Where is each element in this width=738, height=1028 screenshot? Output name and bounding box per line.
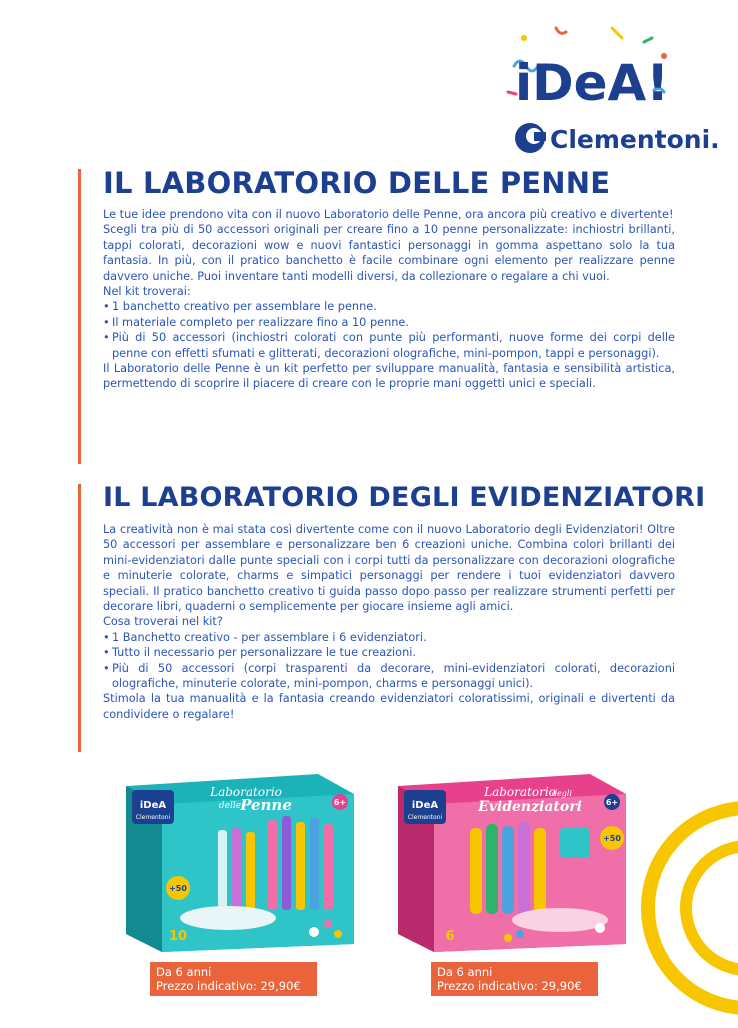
list-item: • Tutto il necessario per personalizzare le tue creazioni. — [103, 645, 675, 660]
accent-bar — [78, 169, 81, 464]
box-title-line2: delle — [218, 801, 242, 811]
box-brand: iDeA — [139, 800, 167, 811]
box-title-line2: degli — [551, 789, 573, 798]
list-item: • 1 banchetto creativo per assemblare le penne. — [103, 299, 675, 314]
box-title-line1: Laboratorio — [484, 785, 556, 799]
price-label-evidenziatori — [431, 962, 598, 996]
price-label-penne — [150, 962, 317, 996]
list-item: • Più di 50 accessori (corpi trasparenti da decorare, mini-evidenziatori colorati, decorazioni olografiche, minuterie colorate, mini-pompon, charms e personaggi unici). — [103, 661, 675, 692]
logo-company: Clementoni. — [550, 125, 720, 154]
closing-paragraph: Stimola la tua manualità e la fantasia creando evidenziatori coloratissimi, originali e divertenti da condividere o regalare! — [103, 692, 675, 721]
accessories-badge: +50 — [169, 884, 187, 893]
box-company: Clementoni — [407, 814, 443, 821]
age-badge: 6+ — [605, 798, 619, 807]
price-text: Prezzo indicativo: 29,90€ — [156, 979, 301, 993]
section-title: IL LABORATORIO DELLE PENNE — [103, 166, 611, 200]
kit-list — [103, 299, 675, 361]
kit-label: Nel kit troverai: — [103, 285, 191, 299]
section-evidenziatori — [78, 480, 706, 755]
list-item: • 1 Banchetto creativo - per assemblare i 6 evidenziatori. — [103, 630, 675, 645]
box-company: Clementoni — [135, 814, 171, 821]
product-box-evidenziatori — [390, 768, 630, 953]
box-title-line1: Laboratorio — [210, 785, 282, 799]
list-item: • Più di 50 accessori (inchiostri colorati con punte più performanti, nuove forme dei corpi delle penne con effetti sfumati e glitterati, decorazioni olografiche, mini-pompon, tappi e personaggi). — [103, 330, 675, 361]
box-title-line3: Evidenziatori — [478, 799, 582, 815]
list-item: • Il materiale completo per realizzare fino a 10 penne. — [103, 315, 675, 330]
accent-bar — [78, 484, 81, 752]
decorative-arcs — [638, 768, 738, 1024]
section-body — [103, 207, 675, 392]
box-brand: iDeA — [411, 800, 439, 811]
accessories-badge: +50 — [603, 834, 621, 843]
age-text: Da 6 anni — [437, 965, 493, 979]
idea-clementoni-logo — [494, 20, 720, 160]
product-box-penne — [118, 768, 358, 953]
age-text: Da 6 anni — [156, 965, 212, 979]
section-body — [103, 522, 675, 722]
kit-label: Cosa troverai nel kit? — [103, 615, 223, 629]
closing-paragraph: Il Laboratorio delle Penne è un kit perfetto per sviluppare manualità, fantasia e sensibilità artistica, permettendo di scoprire il piacere di creare con le proprie mani oggetti unici e speciali. — [103, 362, 675, 391]
section-title: IL LABORATORIO DEGLI EVIDENZIATORI — [103, 482, 706, 513]
intro-paragraph: La creatività non è mai stata così divertente come con il nuovo Laboratorio degli Evidenziatori! Oltre 50 accessori per assemblare e personalizzare ben 6 creazioni uniche. Combina colori brillanti dei mini-evidenziatori dalle punte speciali con i corpi tutti da personalizzare con decorazioni olografiche e minuterie colorate, charms e simpatici personaggi per rendere i tuoi evidenziatori davvero speciali. Il pratico banchetto creativo ti guida passo dopo passo per realizzare strumenti perfetti per decorare libri, quaderni o semplicemente per giocare insieme agli amici. — [103, 523, 675, 614]
price-text: Prezzo indicativo: 29,90€ — [437, 979, 582, 993]
age-badge: 6+ — [333, 798, 347, 807]
intro-paragraph: Le tue idee prendono vita con il nuovo Laboratorio delle Penne, ora ancora più creativo e divertente! — [103, 208, 674, 221]
section-penne — [78, 165, 678, 465]
count-badge: 10 — [168, 929, 188, 944]
box-title-line3: Penne — [240, 796, 292, 814]
description-paragraph: Scegli tra più di 50 accessori originali per creare fino a 10 penne personalizzate: inchiostri brillanti, tappi colorati, decorazioni wow e nuovi fantastici personaggi in gomma aspettano solo la tua fantasia. In più, con il pratico banchetto è facile combinare ogni elemento per realizzare penne davvero uniche. Puoi inventare tanti modelli diversi, da collezionare o regalare a chi vuoi. — [103, 223, 675, 283]
count-badge: 6 — [445, 929, 455, 944]
logo-wordmark: iDeA! — [514, 54, 670, 112]
kit-list — [103, 630, 675, 692]
